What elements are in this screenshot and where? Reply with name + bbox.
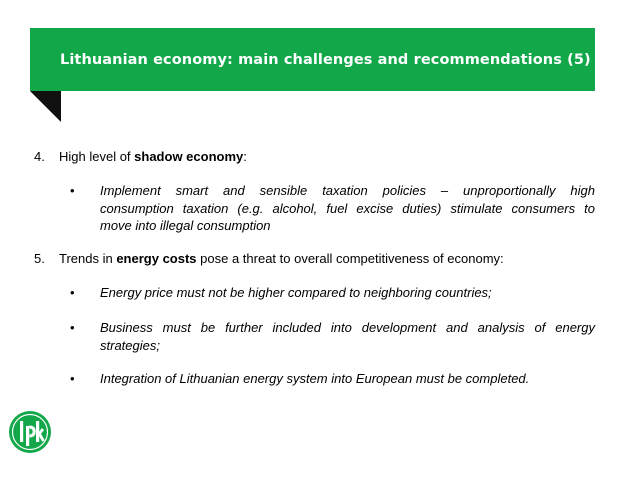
bullet-line: Integration of Lithuanian energy system into European must be completed.: [100, 371, 530, 386]
bullet-text: [100, 182, 595, 235]
lpk-logo: [8, 410, 52, 454]
bullet-line: Energy price must not be higher compared to neighboring countries;: [100, 285, 492, 300]
item-number: 4.: [34, 149, 45, 164]
bullet-line: Implement smart and sensible taxation policies – unproportionally high: [100, 183, 595, 198]
bullet-icon: •: [70, 371, 75, 386]
title-banner: [30, 28, 595, 91]
title-banner-fold: [30, 91, 61, 122]
slide-title: Lithuanian economy: main challenges and recommendations (5): [60, 51, 591, 68]
bullet-text: [100, 319, 595, 354]
bullet-text: [100, 284, 595, 302]
bullet-line: move into illegal consumption: [100, 218, 271, 233]
bullet-line: Business must be further included into development and analysis of energy: [100, 320, 595, 335]
item-text-bold: energy costs: [116, 251, 197, 266]
bullet-icon: •: [70, 285, 75, 300]
item-text-before: High level of: [59, 149, 135, 164]
item-text-after: pose a threat to overall competitiveness of economy:: [196, 251, 504, 266]
item-text-before: Trends in: [59, 251, 117, 266]
item-text: [59, 251, 504, 266]
item-text-after: :: [243, 149, 247, 164]
item-number: 5.: [34, 251, 45, 266]
bullet-icon: •: [70, 320, 75, 335]
bullet-line: strategies;: [100, 337, 160, 353]
bullet-line: consumption taxation (e.g. alcohol, fuel excise duties) stimulate consumers to: [100, 200, 595, 216]
bullet-icon: •: [70, 183, 75, 198]
item-text: [59, 149, 247, 164]
bullet-text: [100, 370, 595, 388]
item-text-bold: shadow economy: [134, 149, 244, 164]
